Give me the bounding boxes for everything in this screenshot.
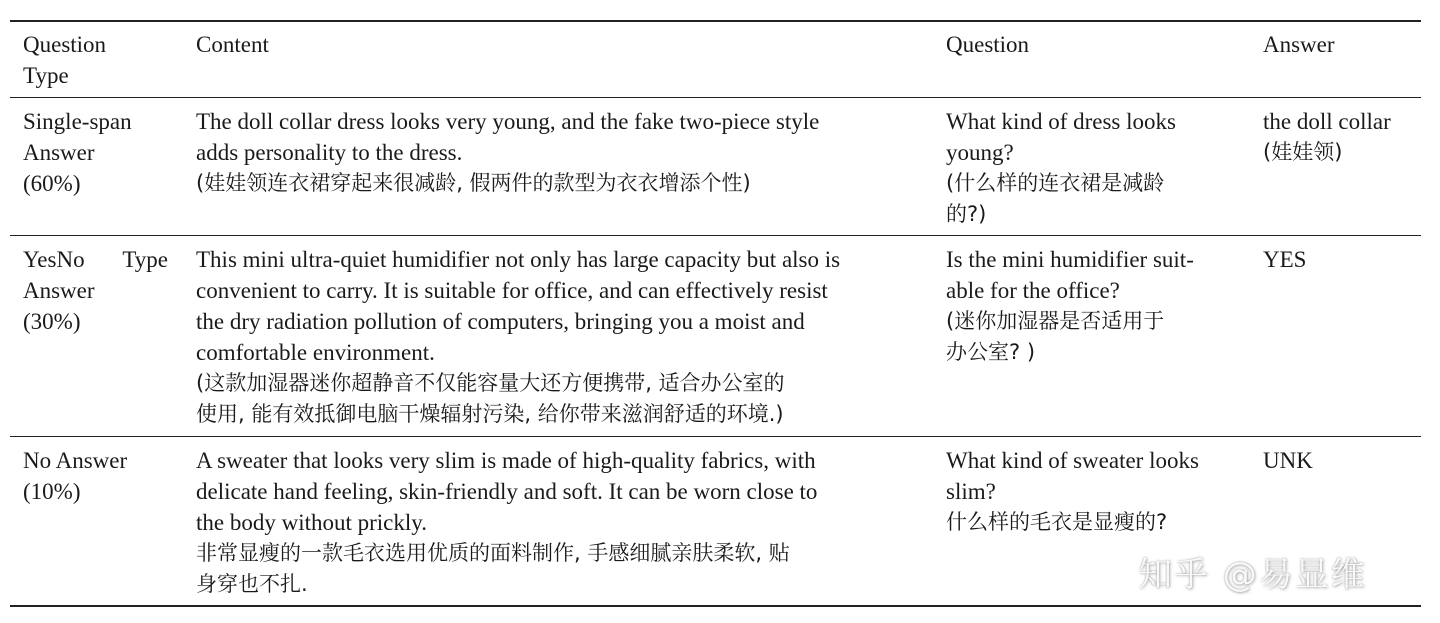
header-question-type: Question Type bbox=[23, 32, 107, 88]
table-row-1-question: What kind of dress looks young? (什么样的连衣裙是减龄 的?) bbox=[946, 109, 1176, 226]
table-row-2-answer: YES bbox=[1263, 247, 1307, 272]
row-rule-1 bbox=[10, 235, 1421, 236]
table-row-1-type: Single-span Answer (60%) bbox=[23, 109, 132, 196]
table-row-2-content: This mini ultra-quiet humidifier not only has large capacity but also is convenient to carry. It is suitable for office, and can effectively resist the dry radiation pollution of computers, bringing you a moist and comfortable environment. (这款加湿器迷你超静音不仅能容量大还方便携带, 适合办公室的 使用, 能有效抵御电脑干燥辐射污染, 给你带来滋润舒适的环境.) bbox=[196, 247, 841, 426]
watermark: 知乎 @易显维 bbox=[1138, 555, 1367, 595]
header-question: Question bbox=[946, 32, 1030, 57]
header-answer: Answer bbox=[1263, 32, 1335, 57]
header-rule bbox=[10, 97, 1421, 98]
table-row-3-type: No Answer (10%) bbox=[23, 448, 128, 504]
table-row-3-content: A sweater that looks very slim is made of high-quality fabrics, with delicate hand feeling, skin-friendly and soft. It can be worn close to the body without prickly. 非常显瘦的一款毛衣选用优质的面料制作, 手感细腻亲肤柔软, 贴 身穿也不扎. bbox=[196, 448, 818, 596]
table-row-2-type: YesNo Type Answer (30%) bbox=[23, 247, 168, 334]
table-bottom-rule bbox=[10, 605, 1421, 607]
row-rule-2 bbox=[10, 436, 1421, 437]
table-row-1-content: The doll collar dress looks very young, and the fake two-piece style adds personality to the dress. (娃娃领连衣裙穿起来很减龄, 假两件的款型为衣衣增添个性) bbox=[196, 109, 820, 195]
header-content: Content bbox=[196, 32, 269, 57]
table-row-3-answer: UNK bbox=[1263, 448, 1313, 473]
table-row-1-answer: the doll collar (娃娃领) bbox=[1263, 109, 1391, 164]
table-row-3-question: What kind of sweater looks slim? 什么样的毛衣是显瘦的? bbox=[946, 448, 1199, 534]
table-top-rule bbox=[10, 20, 1421, 22]
table-row-2-question: Is the mini humidifier suit- able for the office? (迷你加湿器是否适用于 办公室? ) bbox=[946, 247, 1194, 364]
